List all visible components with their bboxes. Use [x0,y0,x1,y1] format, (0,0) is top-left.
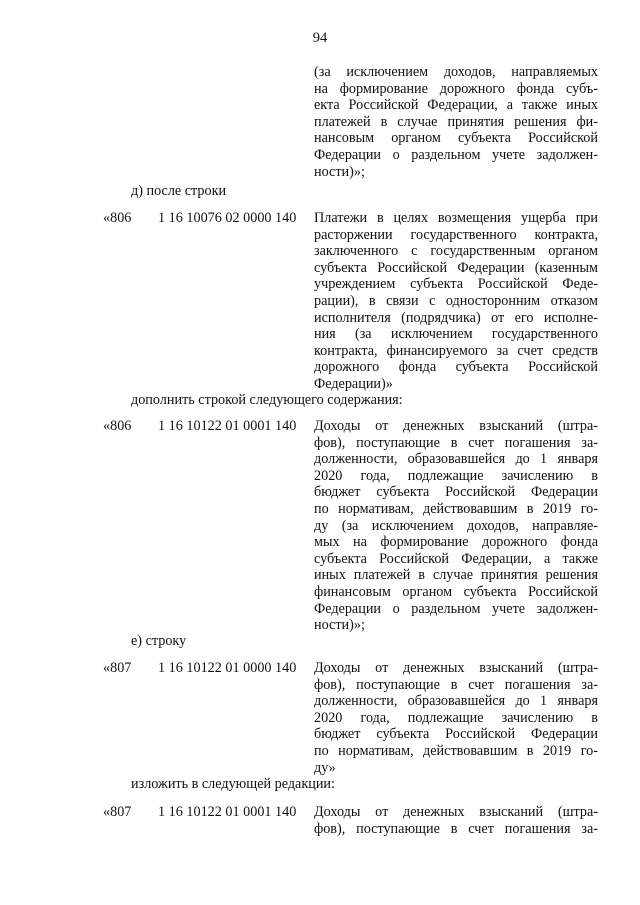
description-line: (за исключением доходов, направляемых [314,64,598,80]
description-line: фов), поступающие в счет погашения за- [314,820,598,837]
admin-code: «807 [103,660,132,676]
description-line: контракта, финансируемого за счет средств [314,342,598,359]
description-line: фов), поступающие в счет погашения за- [314,676,598,693]
row-description [314,418,598,634]
description-line: расторжении государственного контракта, [314,226,598,243]
description-line: иных платежей в случае принятия решения [314,567,598,584]
description-line: екта Российской Федерации, а также иных [314,97,598,114]
description-line: рации), в связи с односторонним отказом [314,292,598,309]
instruction-after-row: д) после строки [131,183,227,199]
description-line: заключенного с государственным органом [314,243,598,260]
description-line: Федерации)» [314,375,393,392]
description-line: ния (за исключением государственного [314,326,598,343]
description-line: мых на формирование дорожного фонда [314,534,598,551]
instruction-row: е) строку [131,633,187,649]
description-line: учреждением субъекта Российской Феде- [314,276,598,293]
description-line: по нормативам, действовавшим в 2019 го- [314,742,598,759]
description-line: Доходы от денежных взысканий (штра- [314,418,598,434]
description-line: субъекта Российской Федерации, а также [314,550,598,567]
description-line: субъекта Российской Федерации (казенным [314,259,598,276]
description-line: ду» [314,759,336,776]
description-line: Доходы от денежных взысканий (штра- [314,804,598,820]
row-description [314,210,598,393]
continuation-description [314,64,598,180]
description-line: платежей в случае принятия решения фи- [314,113,598,130]
description-line: бюджет субъекта Российской Федерации [314,726,598,743]
description-line: исполнителя (подрядчика) от его исполне- [314,309,598,326]
description-line: ности)»; [314,163,365,180]
description-line: по нормативам, действовавшим в 2019 го- [314,500,598,517]
instruction-add-row: дополнить строкой следующего содержания: [131,392,403,408]
description-line: дорожного фонда субъекта Российской [314,359,598,376]
description-line: Федерации о раздельном учете задолжен- [314,600,598,617]
kbk-code: 1 16 10122 01 0001 140 [158,418,297,434]
description-line: долженности, образовавшейся до 1 января [314,451,598,468]
description-line: фов), поступающие в счет погашения за- [314,434,598,451]
description-line: финансовым органом субъекта Российской [314,583,598,600]
description-line: 2020 года, подлежащие зачислению в [314,467,598,484]
description-line: нансовым органом субъекта Российской [314,130,598,147]
admin-code: «806 [103,210,132,226]
description-line: ности)»; [314,617,365,634]
row-description [314,804,598,837]
kbk-code: 1 16 10122 01 0000 140 [158,660,297,676]
kbk-code: 1 16 10076 02 0000 140 [158,210,297,226]
description-line: 2020 года, подлежащие зачислению в [314,709,598,726]
admin-code: «807 [103,804,132,820]
kbk-code: 1 16 10122 01 0001 140 [158,804,297,820]
description-line: ду (за исключением доходов, направляе- [314,517,598,534]
description-line: Федерации о раздельном учете задолжен- [314,146,598,163]
instruction-replace: изложить в следующей редакции: [131,776,335,792]
description-line: Платежи в целях возмещения ущерба при [314,210,598,226]
description-line: долженности, образовавшейся до 1 января [314,693,598,710]
description-line: бюджет субъекта Российской Федерации [314,484,598,501]
admin-code: «806 [103,418,132,434]
description-line: на формирование дорожного фонда субъ- [314,80,598,97]
page-number: 94 [312,30,328,46]
row-description [314,660,598,776]
description-line: Доходы от денежных взысканий (штра- [314,660,598,676]
